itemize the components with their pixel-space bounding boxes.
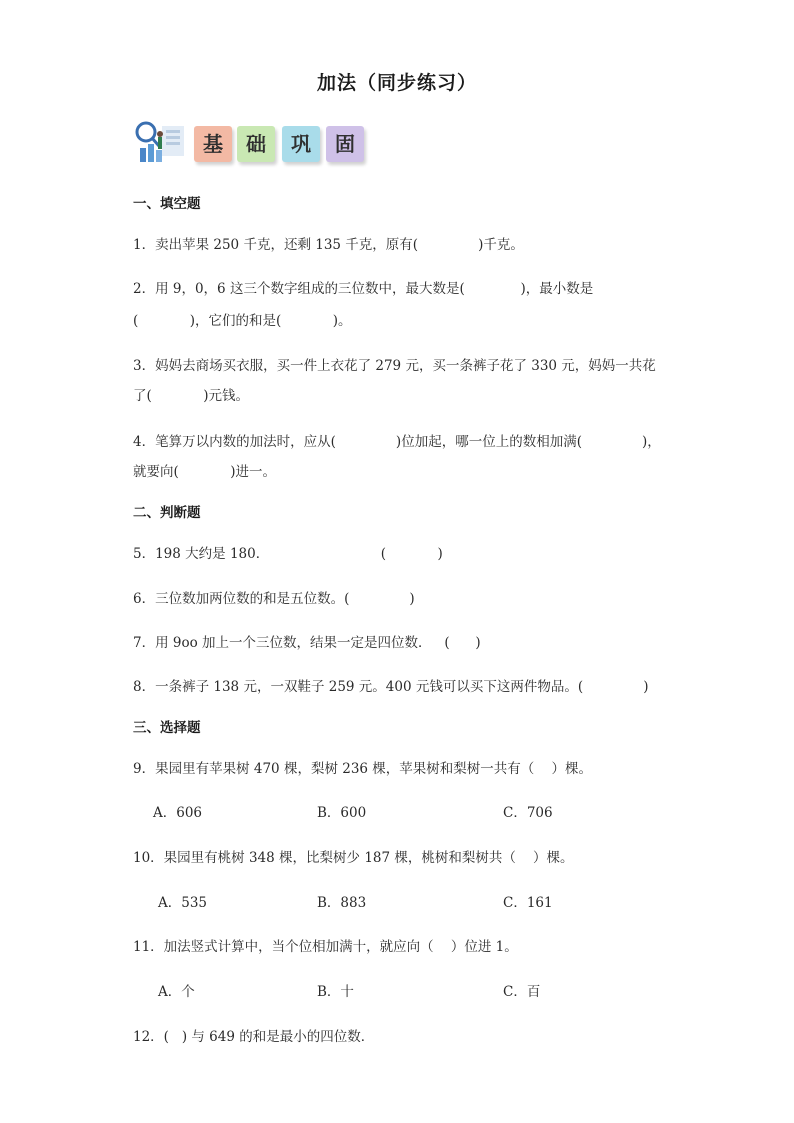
question-1: 1．卖出苹果 250 千克，还剩 135 千克，原有( )千克。 [133,237,524,253]
question-6: 6．三位数加两位数的和是五位数。( ) [133,591,415,607]
question-11-option-b: B．十 [317,984,354,1000]
question-2-line-2: ( )，它们的和是( )。 [133,313,352,329]
magnifier-person-icon [132,120,192,168]
question-12: 12．( ) 与 649 的和是最小的四位数． [133,1029,375,1045]
question-7: 7．用 9oo 加上一个三位数，结果一定是四位数． ( ) [133,635,481,651]
question-11: 11．加法竖式计算中，当个位相加满十，就应向（ ）位进 1。 [133,939,518,955]
question-4-line-2: 就要向( )进一。 [133,464,277,480]
banner-tile-1: 基 [194,126,232,162]
question-3-line-2: 了( )元钱。 [133,388,250,404]
question-9: 9．果园里有苹果树 470 棵，梨树 236 棵，苹果树和梨树一共有（ ）棵。 [133,761,592,777]
question-9-option-c: C．706 [503,805,553,821]
question-9-option-a: A．606 [153,805,203,821]
banner-tile-2: 础 [237,126,275,162]
section-banner [132,120,382,170]
question-10-option-c: C．161 [503,895,553,911]
question-10-option-b: B．883 [317,895,367,911]
question-11-option-a: A．个 [158,984,195,1000]
section-heading-judge: 二、判断题 [133,505,201,521]
question-5: 5．198 大约是 180． ( ) [133,546,443,562]
banner-tile-3: 巩 [282,126,320,162]
question-10-option-a: A．535 [158,895,208,911]
banner-tile-4: 固 [326,126,364,162]
question-3-line-1: 3．妈妈去商场买衣服，买一件上衣花了 279 元，买一条裤子花了 330 元，妈妈一共花 [133,358,656,374]
page-title: 加法（同步练习） [316,72,477,94]
question-2-line-1: 2．用 9，0，6 这三个数字组成的三位数中，最大数是( )，最小数是 [133,281,594,297]
question-8: 8．一条裤子 138 元，一双鞋子 259 元。400 元钱可以买下这两件物品。( ) [133,679,649,695]
question-10: 10．果园里有桃树 348 棵，比梨树少 187 棵，桃树和梨树共（ ）棵。 [133,850,574,866]
question-4-line-1: 4．笔算万以内数的加法时，应从( )位加起，哪一位上的数相加满( )， [133,434,661,450]
question-11-option-c: C．百 [503,984,541,1000]
section-heading-fill: 一、填空题 [133,196,201,212]
question-9-option-b: B．600 [317,805,367,821]
section-heading-choice: 三、选择题 [133,720,201,736]
